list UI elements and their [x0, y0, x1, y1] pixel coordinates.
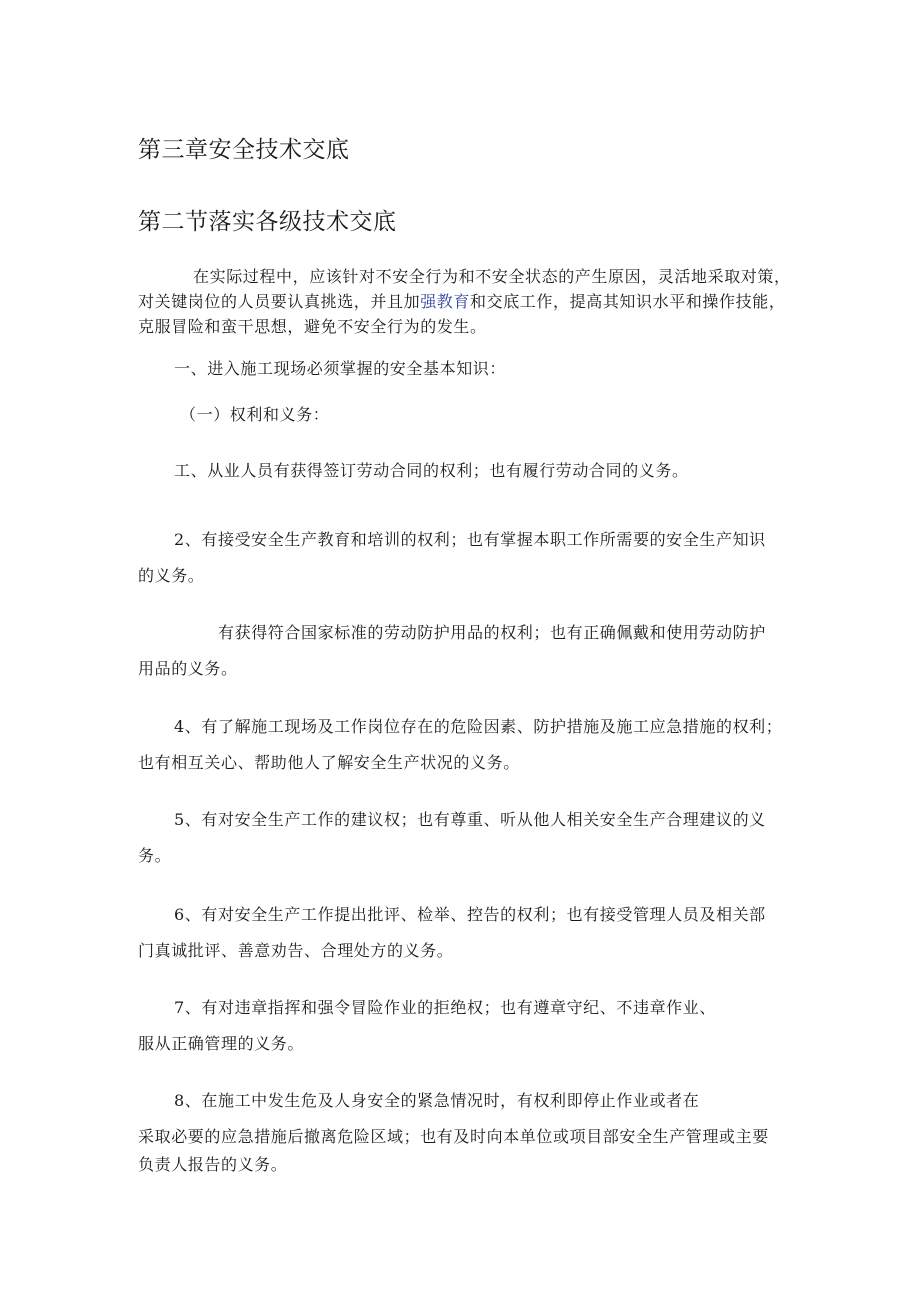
intro-line-1: 在实际过程中，应该针对不安全行为和不安全状态的产生原因，灵活地采取对策， — [193, 267, 791, 286]
intro-link-education[interactable]: 强教育 — [420, 292, 471, 311]
list-item-4-line-2: 也有相互关心、帮助他人了解安全生产状况的义务。 — [138, 753, 520, 772]
list-item-7-line-1: 7、有对违章指挥和强令冒险作业的拒绝权；也有遵章守纪、不违章作业、 — [174, 998, 716, 1017]
list-item-5-line-2: 务。 — [138, 846, 172, 865]
subheading-rights-duties: （一）权利和义务： — [180, 405, 330, 424]
list-item-7-line-2: 服从正确管理的义务。 — [138, 1034, 305, 1053]
list-item-1-line-1: 工、从业人员有获得签订劳动合同的权利；也有履行劳动合同的义务。 — [174, 461, 689, 480]
list-item-3-line-2: 用品的义务。 — [138, 659, 238, 678]
list-item-8-line-3: 负责人报告的义务。 — [138, 1155, 288, 1174]
list-item-2-line-1: 2、有接受安全生产教育和培训的权利；也有掌握本职工作所需要的安全生产知识 — [174, 530, 766, 549]
list-item-5-line-1: 5、有对安全生产工作的建议权；也有尊重、听从他人相关安全生产合理建议的义 — [174, 810, 766, 829]
list-item-8-line-1: 8、在施工中发生危及人身安全的紧急情况时，有权利即停止作业或者在 — [174, 1091, 700, 1110]
section-title: 第二节落实各级技术交底 — [138, 209, 397, 235]
heading-basic-knowledge: 一、进入施工现场必须掌握的安全基本知识： — [174, 359, 507, 378]
chapter-title: 第三章安全技术交底 — [138, 137, 350, 163]
intro-line-3: 克服冒险和蛮干思想，避免不安全行为的发生。 — [138, 317, 487, 336]
list-item-6-line-1: 6、有对安全生产工作提出批评、检举、控告的权利；也有接受管理人员及相关部 — [174, 905, 766, 924]
intro-line-2 — [138, 289, 785, 312]
intro-line-2-text-a: 对关键岗位的人员要认真挑选，并且加 — [138, 292, 421, 311]
list-item-2-line-2: 的义务。 — [138, 566, 205, 585]
list-item-6-line-2: 门真诚批评、善意劝告、合理处方的义务。 — [138, 941, 454, 960]
list-item-4-line-1: 4、有了解施工现场及工作岗位存在的危险因素、防护措施及施工应急措施的权利； — [174, 717, 783, 736]
list-item-8-line-2: 采取必要的应急措施后撤离危险区域；也有及时向本单位或项目部安全生产管理或主要 — [138, 1127, 769, 1146]
list-item-3-line-1: 有获得符合国家标准的劳动防护用品的权利；也有正确佩戴和使用劳动防护 — [218, 623, 766, 642]
intro-line-2-text-b: 和交底工作，提高其知识水平和操作技能， — [470, 292, 786, 311]
